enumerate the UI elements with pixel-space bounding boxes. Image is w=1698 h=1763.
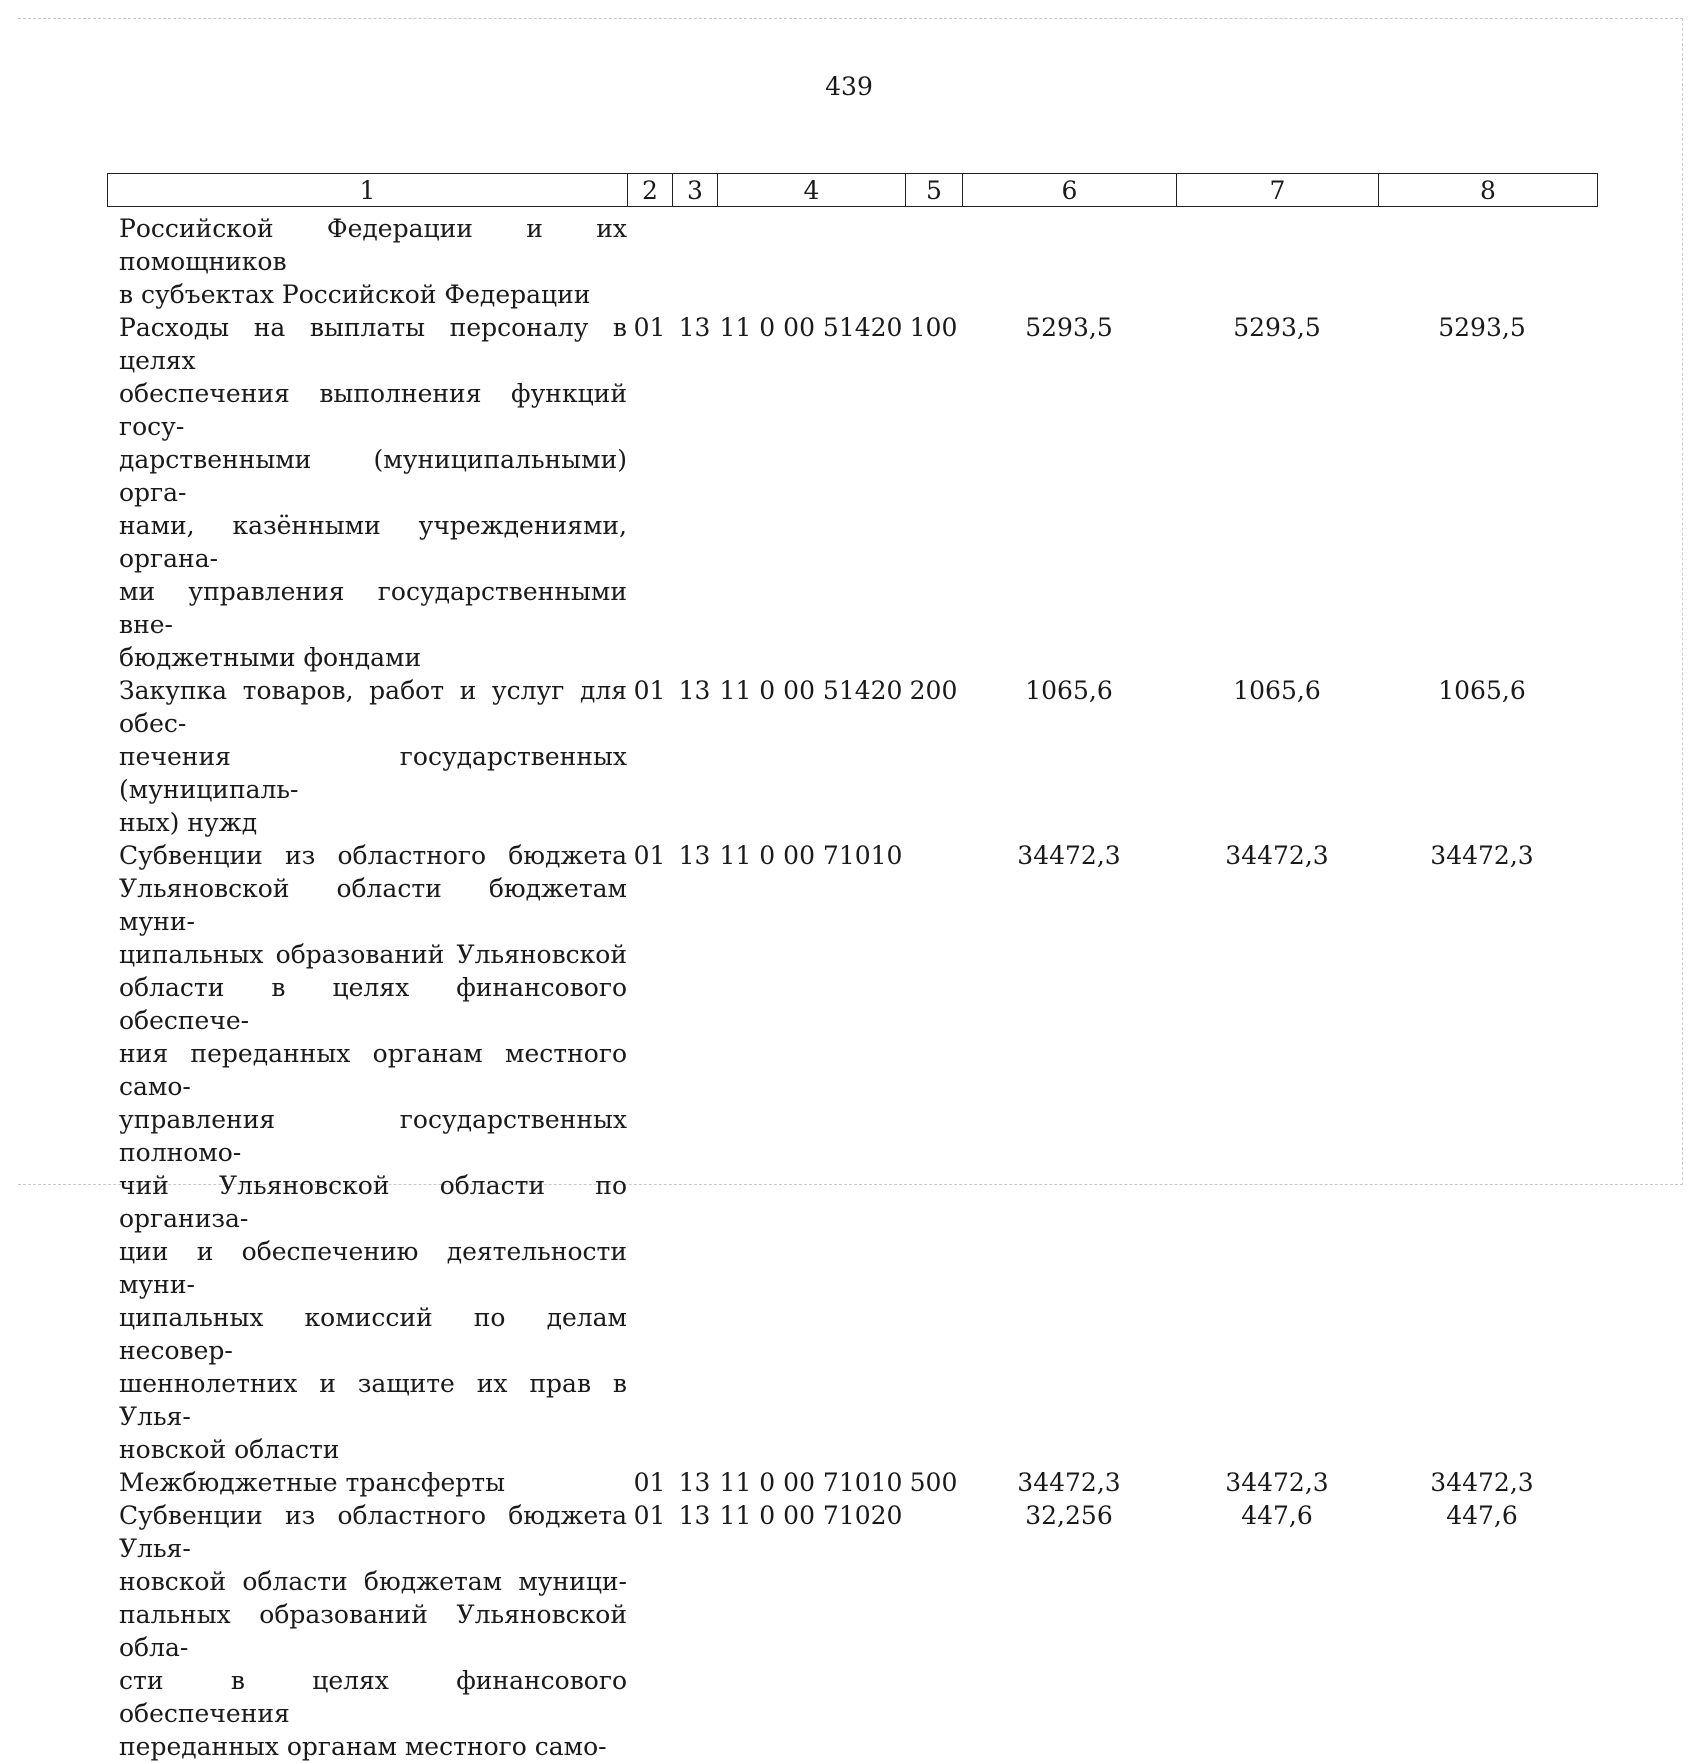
cell-c7: 5293,5 xyxy=(1233,313,1321,342)
cell-c3: 13 xyxy=(678,1468,711,1497)
cell-c8: 1065,6 xyxy=(1438,676,1526,705)
description-line: области в целях финансового обеспече- xyxy=(119,973,627,1035)
header-col-3: 3 xyxy=(673,174,718,207)
cell-c5: 500 xyxy=(909,1468,958,1497)
cell-c8: 447,6 xyxy=(1446,1501,1518,1530)
table-body xyxy=(107,212,1597,1763)
table-row xyxy=(107,839,1597,1466)
description-line: Ульяновской области бюджетам муни- xyxy=(119,874,627,936)
cell-c4: 11 0 00 51420 xyxy=(719,676,903,705)
cell-c7: 34472,3 xyxy=(1225,1468,1329,1497)
header-col-5: 5 xyxy=(906,174,963,207)
cell-c4: 11 0 00 71010 xyxy=(719,841,903,870)
description-line: Субвенции из областного бюджета Улья- xyxy=(119,1501,627,1563)
cell-c3: 13 xyxy=(678,313,711,342)
header-col-4: 4 xyxy=(718,174,906,207)
header-col-2: 2 xyxy=(628,174,673,207)
cell-c6: 5293,5 xyxy=(1025,313,1113,342)
description-line: новской области xyxy=(119,1435,340,1464)
cell-c8: 5293,5 xyxy=(1438,313,1526,342)
description-line: в субъектах Российской Федерации xyxy=(119,280,591,309)
description-line: ния переданных органам местного само- xyxy=(119,1039,627,1101)
description-line: ции и обеспечению деятельности муни- xyxy=(119,1237,627,1299)
description-line: Закупка товаров, работ и услуг для обес- xyxy=(119,676,627,738)
cell-c8: 34472,3 xyxy=(1430,841,1534,870)
description-line: ципальных образований Ульяновской xyxy=(119,940,627,969)
description-line: сти в целях финансового обеспечения xyxy=(119,1666,627,1728)
cell-c7: 1065,6 xyxy=(1233,676,1321,705)
cell-c4: 11 0 00 51420 xyxy=(719,313,903,342)
cell-c3: 13 xyxy=(678,676,711,705)
cell-c6: 34472,3 xyxy=(1017,841,1121,870)
description-line: Расходы на выплаты персоналу в целях xyxy=(119,313,627,375)
description-line: переданных органам местного само- xyxy=(119,1732,607,1761)
row-description xyxy=(107,1499,627,1763)
cell-c2: 01 xyxy=(633,313,666,342)
row-description xyxy=(107,674,627,839)
cell-c2: 01 xyxy=(633,1468,666,1497)
row-description xyxy=(107,311,627,674)
cell-c2: 01 xyxy=(633,676,666,705)
table-row xyxy=(107,311,1597,674)
header-col-7: 7 xyxy=(1177,174,1379,207)
description-line: пальных образований Ульяновской обла- xyxy=(119,1600,627,1662)
cell-c6: 32,256 xyxy=(1025,1501,1113,1530)
cell-c6: 1065,6 xyxy=(1025,676,1113,705)
cell-c4: 11 0 00 71020 xyxy=(719,1501,903,1530)
cell-c7: 34472,3 xyxy=(1225,841,1329,870)
header-col-1: 1 xyxy=(108,174,628,207)
description-line: печения государственных (муниципаль- xyxy=(119,742,627,804)
cell-c8: 34472,3 xyxy=(1430,1468,1534,1497)
table-row xyxy=(107,1499,1597,1763)
cell-c5: 200 xyxy=(909,676,958,705)
row-description xyxy=(107,1466,627,1499)
description-line: управления государственных полномо- xyxy=(119,1105,627,1167)
table-row xyxy=(107,212,1597,311)
cell-c7: 447,6 xyxy=(1241,1501,1313,1530)
table-header xyxy=(107,173,1598,207)
header-col-6: 6 xyxy=(963,174,1177,207)
description-line: дарственными (муниципальными) орга- xyxy=(119,445,627,507)
description-line: шеннолетних и защите их прав в Улья- xyxy=(119,1369,627,1431)
cell-c2: 01 xyxy=(633,841,666,870)
row-description xyxy=(107,212,627,311)
description-line: новской области бюджетам муници- xyxy=(119,1567,627,1596)
cell-c3: 13 xyxy=(678,1501,711,1530)
description-line: ных) нужд xyxy=(119,808,258,837)
cell-c4: 11 0 00 71010 xyxy=(719,1468,903,1497)
description-line: бюджетными фондами xyxy=(119,643,422,672)
cell-c6: 34472,3 xyxy=(1017,1468,1121,1497)
header-col-8: 8 xyxy=(1379,174,1598,207)
cell-c2: 01 xyxy=(633,1501,666,1530)
row-description xyxy=(107,839,627,1466)
description-line: нами, казёнными учреждениями, органа- xyxy=(119,511,627,573)
description-line: обеспечения выполнения функций госу- xyxy=(119,379,627,441)
page-number: 439 xyxy=(825,72,873,101)
cell-c3: 13 xyxy=(678,841,711,870)
description-line: Субвенции из областного бюджета xyxy=(119,841,627,870)
cell-c5: 100 xyxy=(909,313,958,342)
description-line: Межбюджетные трансферты xyxy=(119,1468,506,1497)
description-line: Российской Федерации и их помощников xyxy=(119,214,627,276)
table-row xyxy=(107,674,1597,839)
description-line: ципальных комиссий по делам несовер- xyxy=(119,1303,627,1365)
description-line: чий Ульяновской области по организа- xyxy=(119,1171,627,1233)
table-row xyxy=(107,1466,1597,1499)
description-line: ми управления государственными вне- xyxy=(119,577,627,639)
